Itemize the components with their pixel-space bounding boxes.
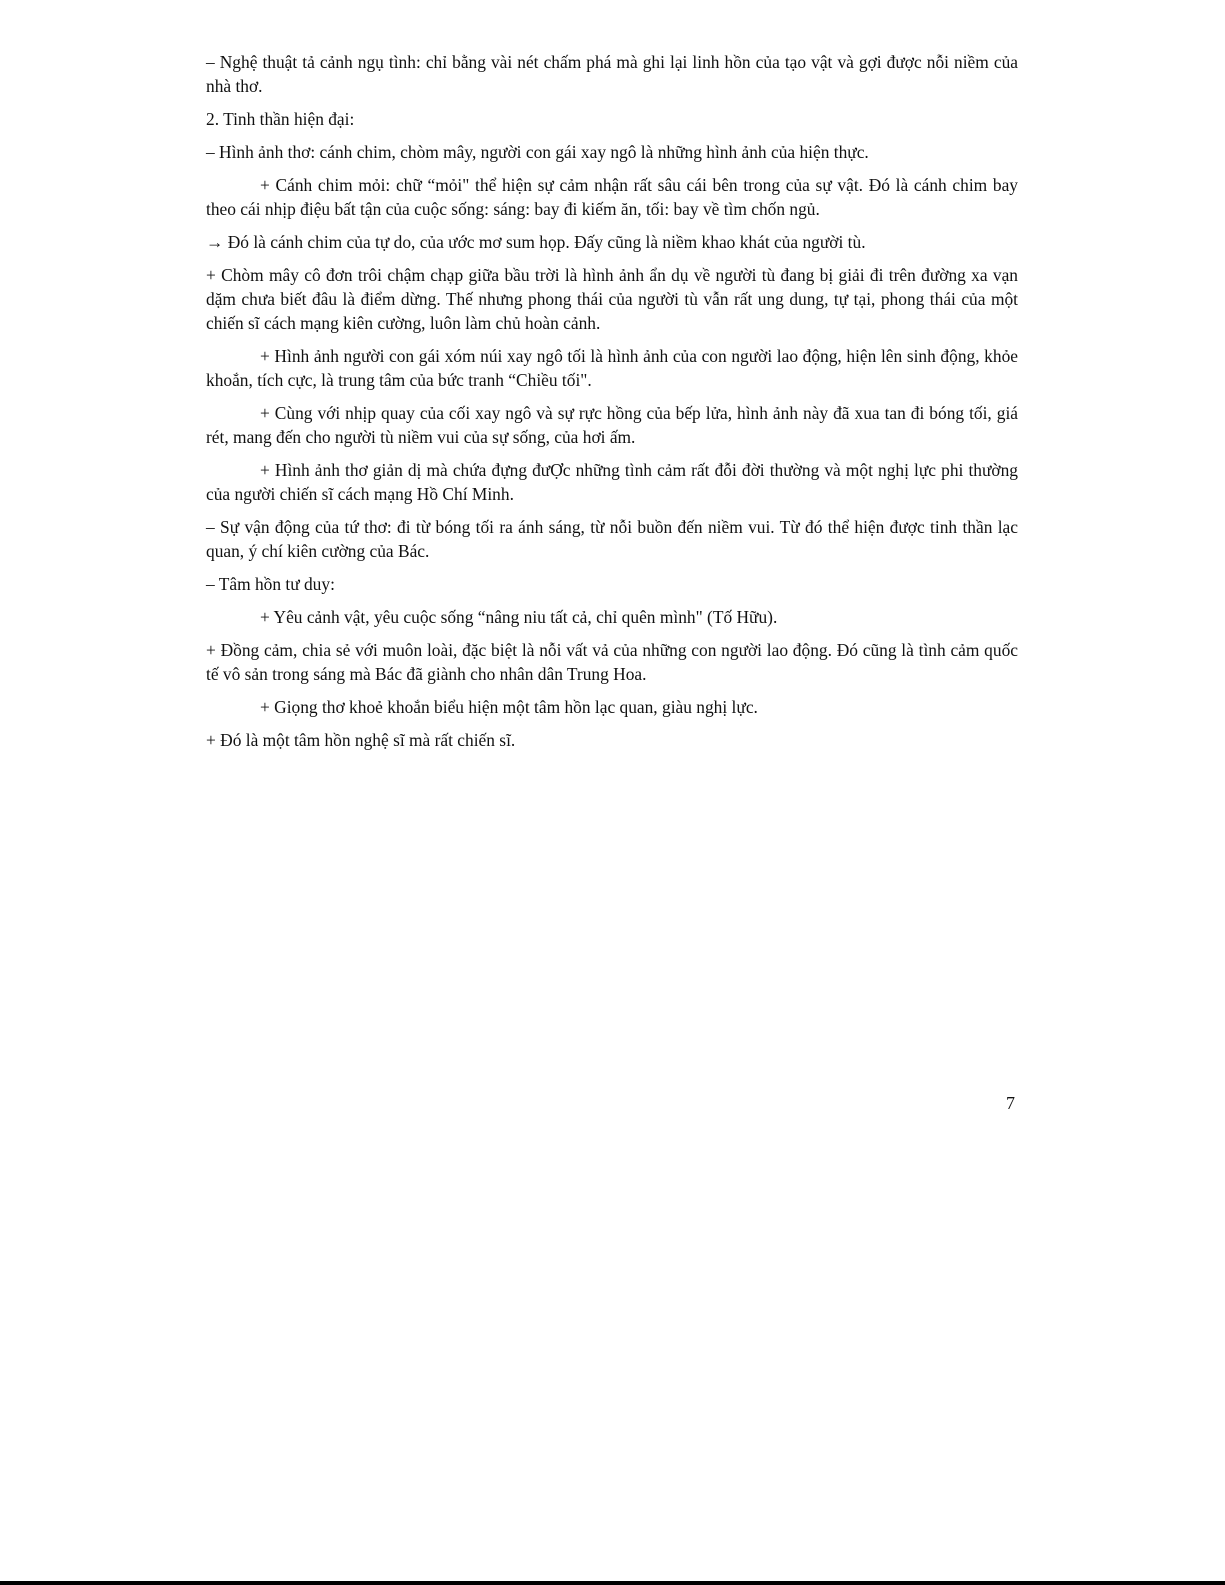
page-number: 7 (1006, 1093, 1015, 1113)
paragraph-empathy: + Đồng cảm, chia sẻ với muôn loài, đặc biệt là nỗi vất vả của những con người lao động. Đó cũng là tình cảm quốc tế vô sản trong sáng mà Bác đã giành cho nhân dân Trung Hoa. (206, 640, 1018, 684)
paragraph-simple-image: + Hình ảnh thơ giản dị mà chứa đựng đưỢc những tình cảm rất đỗi đời thường và một nghị lực phi thường của người chiến sĩ cách mạng Hồ Chí Minh. (206, 460, 1018, 504)
heading-modern-spirit: 2. Tinh thần hiện đại: (206, 109, 355, 129)
paragraph-poetic-images: – Hình ảnh thơ: cánh chim, chòm mây, người con gái xay ngô là những hình ảnh của hiện thực. (206, 142, 869, 162)
page-bottom-border (0, 1581, 1225, 1585)
paragraph-corn-mill: + Cùng với nhịp quay của cối xay ngô và sự rực hồng của bếp lửa, hình ảnh này đã xua tan đi bóng tối, giá rét, mang đến cho người tù niềm vui của sự sống, của hơi ấm. (206, 403, 1018, 447)
paragraph-freedom-wing: → Đó là cánh chim của tự do, của ước mơ sum họp. Đấy cũng là niềm khao khát của người tù. (206, 232, 866, 252)
paragraph-soul-thinking: – Tâm hồn tư duy: (206, 574, 335, 594)
paragraph-lonely-cloud: + Chòm mây cô đơn trôi chậm chạp giữa bầu trời là hình ảnh ẩn dụ về người tù đang bị giải đi trên đường xa vạn dặm chưa biết đâu là điểm dừng. Thế nhưng phong thái của người tù vẫn rất ung dung, tự tại, phong thái của một chiến sĩ cách mạng kiên cường, luôn làm chủ hoàn cảnh. (206, 265, 1018, 333)
paragraph-tired-wing: + Cánh chim mỏi: chữ “mỏi" thể hiện sự cảm nhận rất sâu cái bên trong của sự vật. Đó là cánh chim bay theo cái nhịp điệu bất tận của cuộc sống: sáng: bay đi kiếm ăn, tối: bay về tìm chốn ngủ. (206, 175, 1018, 219)
paragraph-mountain-girl: + Hình ảnh người con gái xóm núi xay ngô tối là hình ảnh của con người lao động, hiện lên sinh động, khỏe khoắn, tích cực, là trung tâm của bức tranh “Chiều tối". (206, 346, 1018, 390)
paragraph-art-technique: – Nghệ thuật tả cảnh ngụ tình: chỉ bằng vài nét chấm phá mà ghi lại linh hồn của tạo vật và gợi được nỗi niềm của nhà thơ. (206, 52, 1018, 96)
paragraph-artist-soldier: + Đó là một tâm hồn nghệ sĩ mà rất chiến sĩ. (206, 730, 516, 750)
paragraph-love-life: + Yêu cảnh vật, yêu cuộc sống “nâng niu tất cả, chỉ quên mình" (Tố Hữu). (260, 607, 778, 627)
paragraph-motion-of-poem: – Sự vận động của tứ thơ: đi từ bóng tối ra ánh sáng, từ nỗi buồn đến niềm vui. Từ đó thể hiện được tinh thần lạc quan, ý chí kiên cường của Bác. (206, 517, 1018, 561)
document-body (206, 50, 1018, 761)
paragraph-strong-voice: + Giọng thơ khoẻ khoắn biểu hiện một tâm hồn lạc quan, giàu nghị lực. (260, 697, 758, 717)
